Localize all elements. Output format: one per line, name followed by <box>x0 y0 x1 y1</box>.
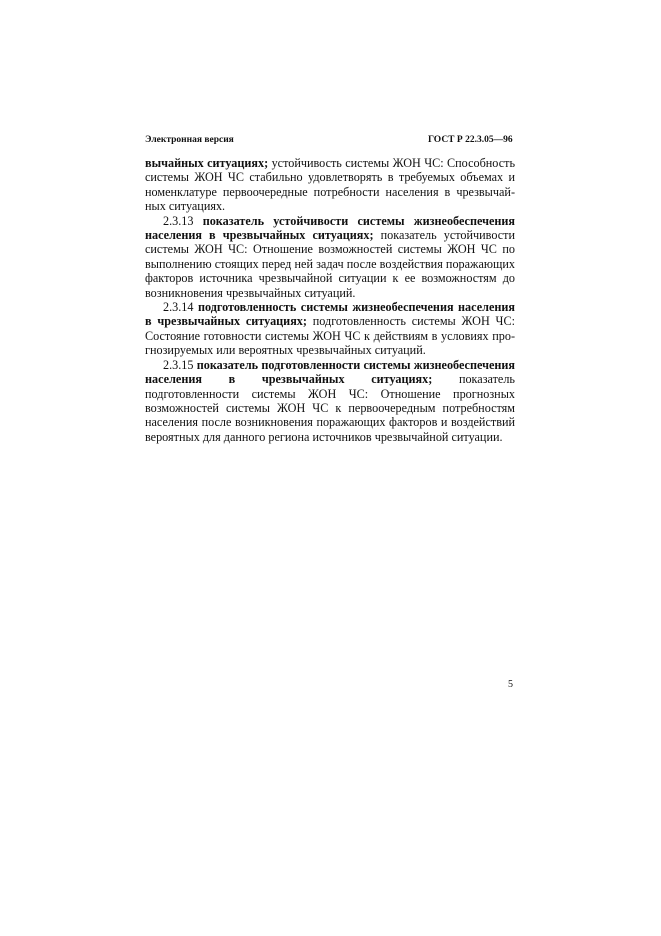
paragraph-2-3-15 <box>145 358 515 444</box>
page-number: 5 <box>508 679 513 690</box>
paragraph-2-3-14 <box>145 300 515 358</box>
definition-text: показатель подготовленности системы ЖОН ЧС: Отношение прогнозных возможностей системы ЖОН ЧС к первоочередным потребностям населения после возникновения поражающих факторов и воздействий вероятных для данного региона источников чрезвычайной ситуации. <box>145 372 515 444</box>
header-standard-number: ГОСТ Р 22.3.05—96 <box>428 135 513 145</box>
clause-number: 2.3.14 <box>163 300 198 315</box>
term-bold: вычайных ситуациях; <box>145 156 269 170</box>
definition-text: устойчивость системы ЖОН ЧС: Способность системы ЖОН ЧС стабильно удовлетворять в требуемых объемах и номенклатуре первоочередные потребности населения в чрезвычайных ситуациях. <box>145 156 515 214</box>
paragraph-continuation <box>145 156 515 214</box>
clause-number: 2.3.15 <box>163 357 197 372</box>
header-edition-label: Электронная версия <box>145 135 234 145</box>
definition-text: подготовленность системы ЖОН ЧС: Состояние готовности системы ЖОН ЧС к действиям в условиях прогнозируемых или вероятных чрезвычайных ситуаций. <box>145 314 515 358</box>
term-bold: показатель устойчивости системы жизнеобеспечения населения в чрезвычайных ситуациях; <box>145 213 515 243</box>
document-body <box>145 156 515 444</box>
term-bold: подготовленность системы жизнеобеспечения населения в чрезвычайных ситуациях; <box>145 300 516 329</box>
clause-number: 2.3.13 <box>163 213 203 228</box>
paragraph-2-3-13 <box>145 214 515 300</box>
term-bold: показатель подготовленности системы жизнеобеспечения населения в чрезвычайных ситуациях; <box>145 357 516 387</box>
definition-text: показатель устойчивости системы ЖОН ЧС: Отношение возможностей системы ЖОН ЧС по выполнению стоящих перед ней задач после воздействия поражающих факторов источника чрезвычайной ситуации к ее возможностям до возникновения чрезвычайных ситуаций. <box>145 228 515 300</box>
